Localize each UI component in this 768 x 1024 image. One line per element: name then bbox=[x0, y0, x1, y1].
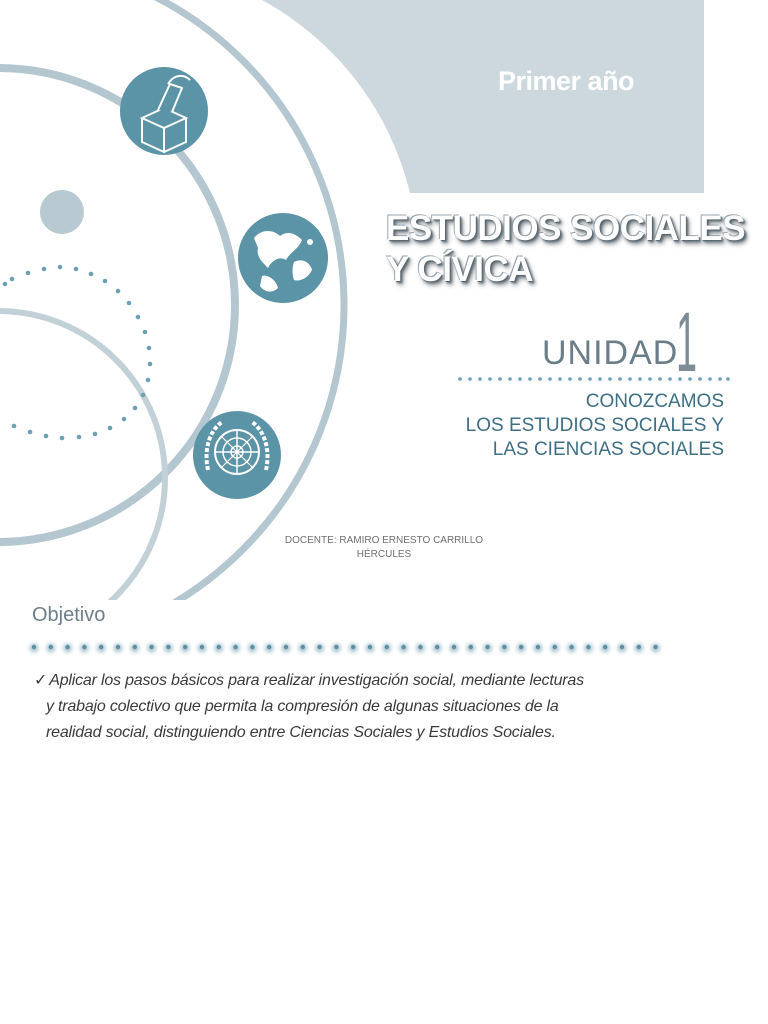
header-panel bbox=[262, 0, 704, 193]
separator-dot bbox=[553, 645, 557, 649]
unit-subtitle-line3: LAS CIENCIAS SOCIALES bbox=[492, 439, 724, 460]
separator-dot bbox=[469, 645, 473, 649]
objective-line1-text: Aplicar los pasos básicos para realizar investigación social, mediante lecturas bbox=[49, 672, 584, 689]
separator-dot bbox=[317, 645, 321, 649]
separator-dot bbox=[284, 645, 288, 649]
subject-title-line2: Y CÍVICA bbox=[386, 250, 534, 289]
separator-dot bbox=[603, 645, 607, 649]
objective-line1 bbox=[34, 668, 674, 694]
world-globe-icon bbox=[238, 213, 328, 303]
separator-dot bbox=[586, 645, 590, 649]
separator-dot bbox=[149, 645, 153, 649]
separator-dot bbox=[301, 645, 305, 649]
separator-dot bbox=[183, 645, 187, 649]
objective-dotted-separator bbox=[0, 636, 768, 660]
subject-title-line1: ESTUDIOS SOCIALES bbox=[386, 209, 746, 248]
separator-dot bbox=[401, 645, 405, 649]
dotted-arc bbox=[3, 265, 153, 441]
separator-dot bbox=[385, 645, 389, 649]
separator-dot bbox=[637, 645, 641, 649]
separator-dot bbox=[653, 645, 657, 649]
separator-dot bbox=[418, 645, 422, 649]
separator-dot bbox=[485, 645, 489, 649]
separator-dot bbox=[116, 645, 120, 649]
separator-dot bbox=[32, 645, 36, 649]
objective-line3: realidad social, distinguiendo entre Ciencias Sociales y Estudios Sociales. bbox=[46, 724, 556, 741]
separator-dot bbox=[99, 645, 103, 649]
separator-dot bbox=[200, 645, 204, 649]
separator-dot bbox=[250, 645, 254, 649]
separator-dot bbox=[166, 645, 170, 649]
separator-dot bbox=[82, 645, 86, 649]
teacher-credit bbox=[250, 534, 518, 562]
separator-dot bbox=[536, 645, 540, 649]
separator-dot bbox=[620, 645, 624, 649]
separator-dot bbox=[267, 645, 271, 649]
lower-ring bbox=[0, 311, 165, 600]
separator-dot bbox=[49, 645, 53, 649]
unit-label: UNIDAD bbox=[542, 334, 679, 372]
checkmark-icon: ✓ bbox=[34, 672, 48, 689]
separator-dot bbox=[217, 645, 221, 649]
grade-label: Primer año bbox=[498, 66, 635, 96]
teacher-line2: HÉRCULES bbox=[356, 549, 412, 560]
separator-dot bbox=[435, 645, 439, 649]
objective-line2: y trabajo colectivo que permita la compresión de algunas situaciones de la bbox=[46, 698, 559, 715]
unit-number: 1 bbox=[676, 295, 698, 389]
unit-subtitle-line1: CONOZCAMOS bbox=[585, 391, 724, 412]
unit-subtitle-line2: LOS ESTUDIOS SOCIALES Y bbox=[465, 415, 724, 436]
separator-dot bbox=[351, 645, 355, 649]
separator-dot bbox=[65, 645, 69, 649]
separator-dot bbox=[368, 645, 372, 649]
separator-dot bbox=[233, 645, 237, 649]
separator-dot bbox=[334, 645, 338, 649]
separator-dot bbox=[133, 645, 137, 649]
objective-heading: Objetivo bbox=[32, 604, 106, 626]
un-emblem-icon bbox=[193, 411, 281, 499]
teacher-line1: DOCENTE: RAMIRO ERNESTO CARRILLO bbox=[284, 535, 484, 546]
ballot-box-icon bbox=[120, 67, 208, 155]
separator-dot bbox=[452, 645, 456, 649]
separator-dot bbox=[519, 645, 523, 649]
separator-dot bbox=[502, 645, 506, 649]
separator-dot bbox=[569, 645, 573, 649]
objective-text bbox=[34, 668, 674, 746]
small-circle bbox=[40, 190, 84, 234]
